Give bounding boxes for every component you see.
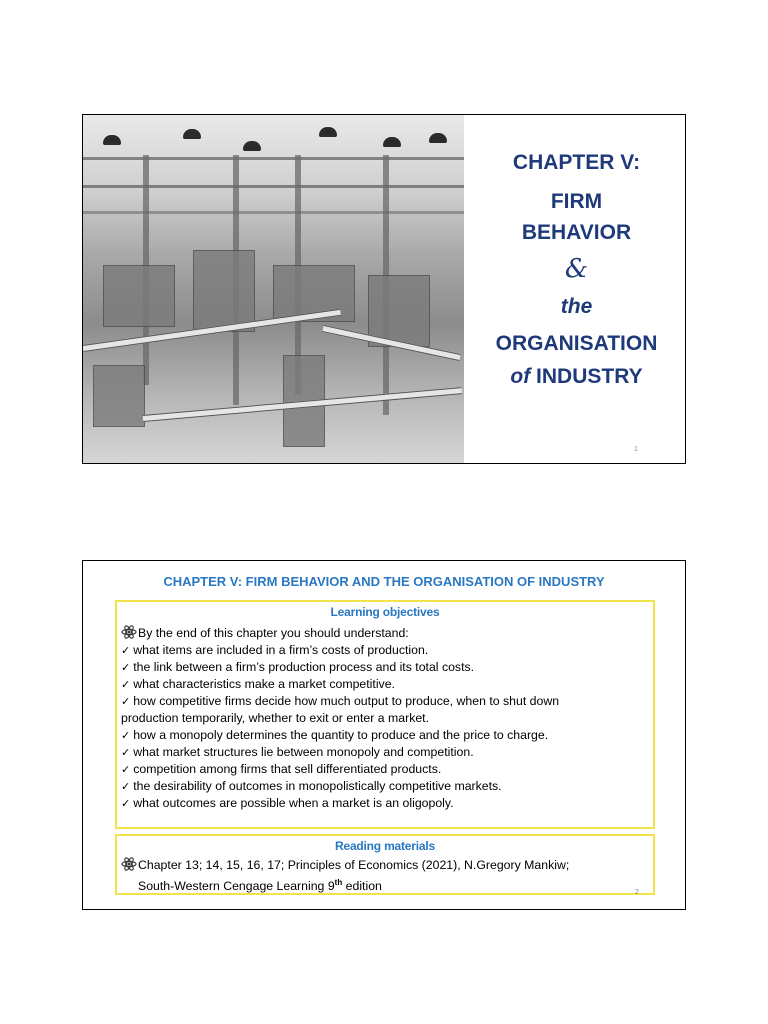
objective-item <box>121 778 649 795</box>
learning-objectives-box <box>115 600 655 829</box>
objective-item <box>121 659 649 676</box>
title-behavior: BEHAVIOR <box>521 221 632 244</box>
reading-materials-box <box>115 834 655 895</box>
atom-icon <box>121 624 137 640</box>
title-firm: FIRM <box>550 190 603 213</box>
checkmark-icon: ✓ <box>121 644 131 657</box>
title-of: of <box>510 365 531 388</box>
objective-text: how a monopoly determines the quantity to produce and the price to charge. <box>133 728 549 742</box>
reading-line-1 <box>121 856 649 874</box>
slide-2 <box>82 560 686 910</box>
checkmark-icon: ✓ <box>121 695 131 708</box>
title-ampersand: & <box>564 254 589 284</box>
reading-text-2-end: edition <box>342 879 382 894</box>
reading-list <box>121 856 649 895</box>
objective-text: the desirability of outcomes in monopolistically competitive markets. <box>133 779 502 793</box>
slide-1 <box>82 114 686 464</box>
slide-title: CHAPTER V: FIRM BEHAVIOR AND THE ORGANISATION OF INDUSTRY <box>163 574 605 589</box>
learning-objectives-heading: Learning objectives <box>330 605 440 619</box>
edition-superscript: th <box>334 878 343 887</box>
objective-item <box>121 727 649 744</box>
reading-line-2 <box>121 874 649 895</box>
reading-text-1: Chapter 13; 14, 15, 16, 17; Principles of Economics (2021), N.Gregory Mankiw; <box>138 858 570 872</box>
objective-text: competition among firms that sell differentiated products. <box>133 762 442 776</box>
objective-item <box>121 693 649 710</box>
chapter-title <box>468 115 685 463</box>
objective-item <box>121 761 649 778</box>
objectives-list <box>121 624 649 812</box>
objective-text: what characteristics make a market competitive. <box>133 677 395 691</box>
checkmark-icon: ✓ <box>121 780 131 793</box>
objective-text: what market structures lie between monopoly and competition. <box>133 745 474 759</box>
objective-item <box>121 676 649 693</box>
objective-text: what items are included in a firm’s costs of production. <box>133 643 429 657</box>
checkmark-icon: ✓ <box>121 729 131 742</box>
title-industry: INDUSTRY <box>536 365 643 388</box>
atom-icon <box>121 856 137 872</box>
objective-item <box>121 744 649 761</box>
title-the: the <box>560 295 593 318</box>
factory-photo <box>83 115 464 463</box>
reading-materials-heading: Reading materials <box>335 839 435 853</box>
checkmark-icon: ✓ <box>121 763 131 776</box>
reading-text-2: South-Western Cengage Learning 9 <box>138 879 335 894</box>
checkmark-icon: ✓ <box>121 661 131 674</box>
objective-text: how competitive firms decide how much output to produce, when to shut down <box>133 694 560 708</box>
objective-text: what outcomes are possible when a market is an oligopoly. <box>133 796 454 810</box>
checkmark-icon: ✓ <box>121 678 131 691</box>
title-of-industry <box>468 365 685 389</box>
page-number: 1 <box>634 446 638 453</box>
title-organisation: ORGANISATION <box>495 332 658 355</box>
intro-text: By the end of this chapter you should understand: <box>138 626 409 640</box>
objective-text: the link between a firm’s production process and its total costs. <box>133 660 475 674</box>
objective-item <box>121 642 649 659</box>
page-number: 2 <box>635 889 639 896</box>
objective-item <box>121 795 649 812</box>
objective-item-continued: production temporarily, whether to exit or enter a market. <box>121 711 430 725</box>
objectives-intro <box>121 624 649 642</box>
chapter-label: CHAPTER V: <box>512 151 641 174</box>
checkmark-icon: ✓ <box>121 797 131 810</box>
checkmark-icon: ✓ <box>121 746 131 759</box>
